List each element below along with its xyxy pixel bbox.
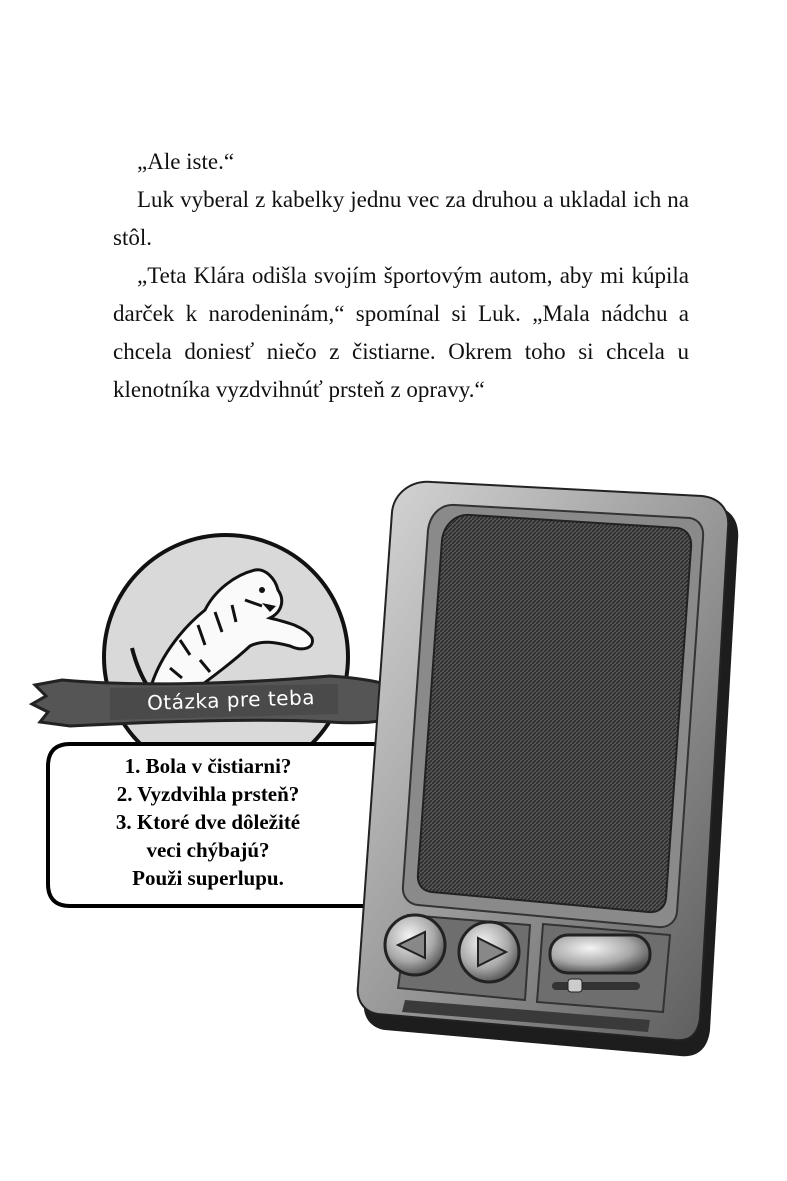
gadget-device xyxy=(358,482,739,1056)
device-slider[interactable] xyxy=(552,982,640,990)
device-slot-button[interactable] xyxy=(550,935,650,973)
question-line-2: 2. Vyzdvihla prsteň? xyxy=(116,782,300,806)
right-arrow-icon[interactable] xyxy=(459,922,519,982)
paragraph-1: „Ale iste.“ xyxy=(137,149,235,174)
question-line-3: 3. Ktoré dve dôležité xyxy=(115,810,301,834)
question-list xyxy=(58,743,358,901)
left-arrow-icon[interactable] xyxy=(385,915,445,975)
question-line-5: Použi superlupu. xyxy=(132,866,284,890)
paragraph-2: Luk vyberal z kabelky jednu vec za druhou a ukladal ich na stôl. xyxy=(113,187,689,250)
question-line-4: veci chýbajú? xyxy=(146,838,270,862)
question-banner-title: Otázka pre teba xyxy=(146,685,316,715)
question-line-1: 1. Bola v čistiarni? xyxy=(124,754,292,778)
paragraph-3: „Teta Klára odišla svojím športovým autom, aby mi kúpila darček k narodeninám,“ spomínal si Luk. „Mala nádchu a chcela doniesť niečo z čistiarne. Okrem toho si chcela u klenotníka vyzdvihnúť prsteň z opravy.“ xyxy=(113,263,689,402)
